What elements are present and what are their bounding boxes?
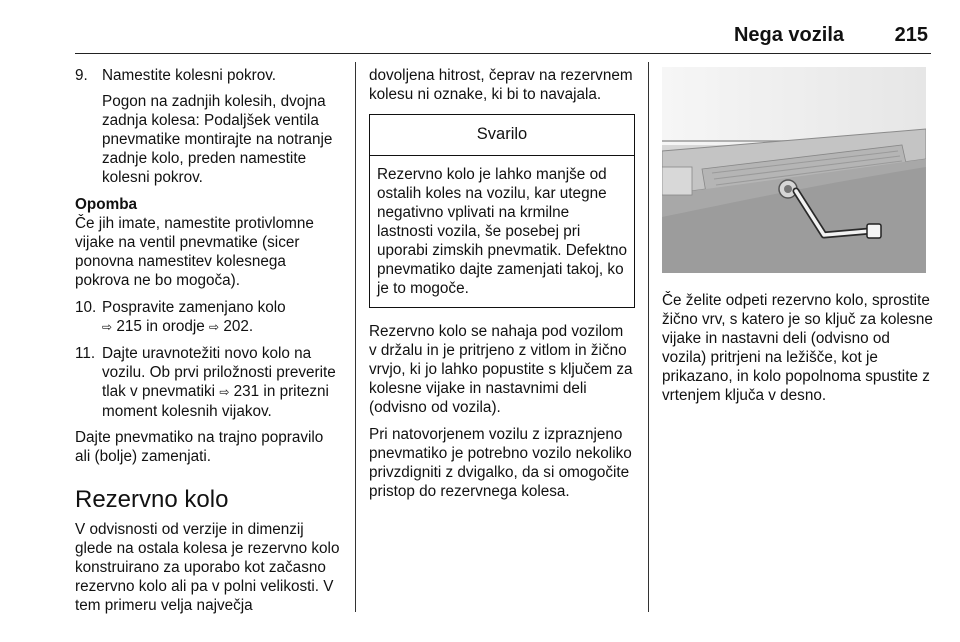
list-text-part: Dajte uravnotežiti novo kolo na vozilu. Ob prvi priložnosti preverite tlak v pnevmatiki	[102, 345, 336, 400]
page-reference-link[interactable]: 215	[116, 318, 142, 335]
header-rule	[75, 53, 931, 54]
spare-wheel-winch-illustration	[662, 67, 926, 273]
paragraph-repair: Dajte pnevmatiko na trajno popravilo ali (bolje) zamenjati.	[75, 429, 324, 465]
list-item-9	[75, 66, 341, 85]
paragraph-release: Če želite odpeti rezervno kolo, sprostite žično vrv, s katero je so ključ za kolesne vijake in nastavni deli (odvisno od vozila) pritrjeni na ležišče, kot je prikazano, in kolo popolnoma spustite z vrtenjem ključa v desno.	[662, 292, 933, 404]
paragraph-location: Rezervno kolo se nahaja pod vozilom v držalu in je pritrjeno z vitlom in žično vrvjo, ki jo lahko popustite s ključem za kolesne vijake in nastavnimi deli (odvisno od vozila).	[369, 323, 633, 416]
paragraph-continued: dovoljena hitrost, čeprav na rezervnem kolesu ni oznake, ki bi to navajala.	[369, 67, 633, 103]
list-number: 9.	[75, 67, 88, 84]
note-text: Če jih imate, namestite protivlomne vijake na ventil pnevmatike (sicer ponovna namestitev kolesnega pokrova ne bo mogoča).	[75, 215, 314, 289]
list-number: 11.	[75, 345, 96, 362]
column-left	[75, 66, 341, 615]
list-number: 10.	[75, 299, 97, 316]
page-number: 215	[894, 24, 928, 46]
list-text-part: in orodje	[146, 318, 205, 335]
warning-title: Svarilo	[370, 115, 634, 156]
note-block	[75, 195, 341, 290]
warning-box	[369, 114, 635, 308]
page-header-title: Nega vozila	[733, 24, 844, 46]
section-heading: Rezervno kolo	[75, 486, 229, 513]
column-middle	[369, 66, 635, 501]
page-reference-arrow-icon: ⇨	[219, 385, 230, 399]
list-text	[102, 298, 341, 337]
paragraph-raise: Pri natovorjenem vozilu z izpraznjeno pnevmatiko je potrebno vozilo nekoliko privzdigniti z dvigalko, da si omogočite pristop do rezervnega kolesa.	[369, 426, 632, 500]
warning-text: Rezervno kolo je lahko manjše od ostalih koles na vozilu, kar utegne negativno vplivati na krmilne lastnosti vozila, še posebej pri uporabi zimskih pnevmatik. Defektno pnevmatiko dajte zamenjati takoj, ko je to mogoče.	[377, 166, 627, 297]
page-reference-link[interactable]: 231	[233, 383, 260, 400]
list-text-part: in pritezni moment kolesnih vijakov.	[102, 383, 329, 420]
page-reference-arrow-icon: ⇨	[102, 320, 113, 334]
page-reference-link[interactable]: 202.	[223, 318, 254, 335]
note-title: Opomba	[75, 196, 138, 213]
column-divider-right	[648, 62, 649, 612]
list-text	[102, 344, 341, 421]
paragraph-intro: V odvisnosti od verzije in dimenzij glede na ostala kolesa je rezervno kolo konstruirano za uporabo kot začasno rezervno kolo ali pa v polni velikosti. V tem primeru velja največja	[75, 521, 340, 614]
list-item-10	[75, 298, 341, 337]
spare-wheel-winch-photo	[662, 67, 926, 273]
list-item-11	[75, 344, 341, 421]
list-text: Namestite kolesni pokrov.	[102, 67, 277, 84]
column-divider-left	[355, 62, 356, 612]
list-text-part: Pospravite zamenjano kolo	[102, 299, 286, 316]
list-item-9-detail: Pogon na zadnjih kolesih, dvojna zadnja kolesa: Podaljšek ventila pnevmatike montirajte na notranje zadnje kolo, preden namestite kolesni pokrov.	[102, 93, 333, 186]
column-right	[662, 66, 934, 405]
page-reference-arrow-icon: ⇨	[209, 320, 220, 334]
